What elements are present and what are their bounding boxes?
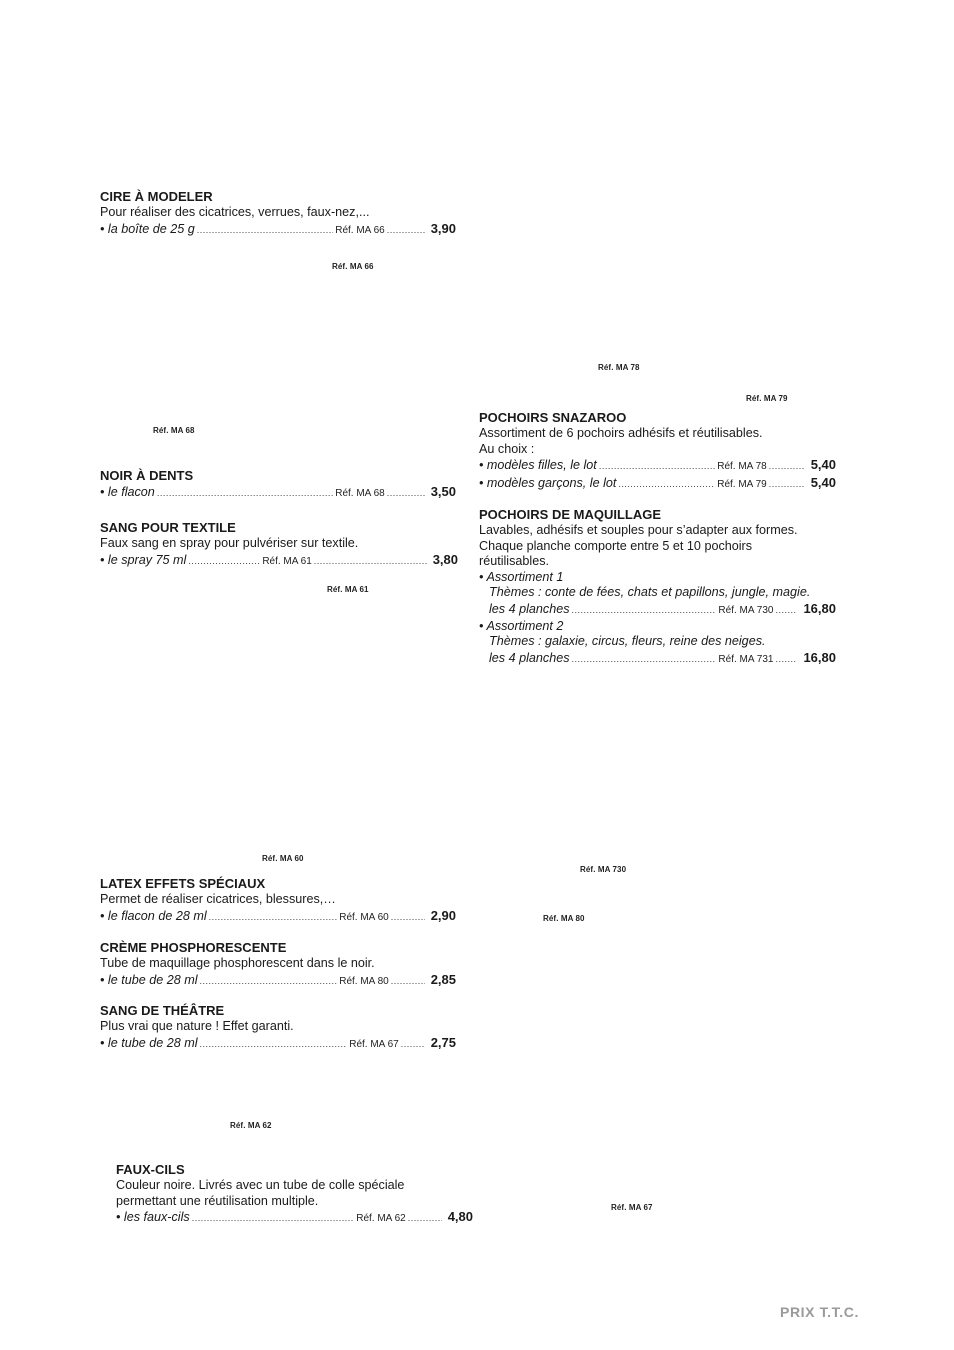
caption-ma78: Réf. MA 78 bbox=[598, 363, 640, 372]
assortment-title: • Assortiment 1 bbox=[479, 569, 564, 584]
product-title: SANG DE THÉÂTRE bbox=[100, 1003, 225, 1018]
leader-dots bbox=[200, 1037, 348, 1053]
item-price: 2,90 bbox=[430, 907, 456, 923]
leader-dots bbox=[775, 652, 797, 668]
leader-dots bbox=[387, 486, 425, 502]
price-line bbox=[116, 1209, 473, 1227]
leader-dots bbox=[572, 652, 717, 668]
item-ref: Réf. MA 68 bbox=[335, 488, 385, 499]
caption-ma79: Réf. MA 79 bbox=[746, 394, 788, 403]
price-line bbox=[100, 908, 456, 926]
item-label: • modèles garçons, le lot bbox=[479, 475, 617, 490]
assortment-title: • Assortiment 2 bbox=[479, 618, 564, 633]
price-line bbox=[100, 484, 456, 502]
leader-dots bbox=[769, 459, 805, 475]
item-ref: Réf. MA 61 bbox=[262, 555, 312, 567]
product-latex-effets-speciaux bbox=[100, 876, 456, 925]
product-description: Chaque planche comporte entre 5 et 10 pochoirs réutilisables. bbox=[479, 538, 753, 569]
item-label: • le flacon de 28 ml bbox=[100, 908, 207, 923]
product-description: Assortiment de 6 pochoirs adhésifs et réutilisables. bbox=[479, 426, 763, 440]
product-description: permettant une réutilisation multiple. bbox=[116, 1193, 319, 1208]
leader-dots bbox=[401, 1037, 425, 1053]
item-label: les 4 planches bbox=[489, 650, 570, 665]
item-ref: Réf. MA 67 bbox=[349, 1038, 399, 1050]
item-label: • le tube de 28 ml bbox=[100, 1035, 198, 1050]
caption-ma80: Réf. MA 80 bbox=[543, 914, 585, 923]
item-ref: Réf. MA 730 bbox=[718, 604, 774, 616]
item-price: 3,80 bbox=[432, 551, 458, 567]
price-line bbox=[100, 972, 456, 990]
leader-dots bbox=[387, 223, 425, 239]
item-price: 4,80 bbox=[447, 1209, 473, 1225]
leader-dots bbox=[200, 974, 338, 990]
product-title: NOIR À DENTS bbox=[100, 468, 194, 483]
item-price: 2,75 bbox=[430, 1034, 456, 1050]
product-title: POCHOIRS SNAZAROO bbox=[479, 410, 627, 425]
footer-prix-ttc: PRIX T.T.C. bbox=[780, 1304, 859, 1320]
leader-dots bbox=[209, 910, 338, 926]
item-label: • le tube de 28 ml bbox=[100, 972, 198, 987]
product-description: Lavables, adhésifs et souples pour s’adapter aux formes. bbox=[479, 523, 798, 537]
item-ref: Réf. MA 78 bbox=[717, 461, 767, 473]
item-ref: Réf. MA 731 bbox=[718, 653, 774, 665]
product-pochoirs-snazaroo bbox=[479, 410, 836, 492]
item-price: 2,85 bbox=[430, 971, 456, 987]
caption-ma62: Réf. MA 62 bbox=[230, 1121, 272, 1130]
item-price: 3,90 bbox=[430, 220, 456, 236]
leader-dots bbox=[391, 974, 425, 990]
assortment-themes: Thèmes : conte de fées, chats et papillons, jungle, magie. bbox=[489, 585, 811, 600]
product-description: Tube de maquillage phosphorescent dans le noir. bbox=[100, 956, 375, 970]
item-label: • modèles filles, le lot bbox=[479, 458, 597, 473]
item-price: 3,50 bbox=[430, 484, 456, 499]
leader-dots bbox=[769, 477, 805, 493]
product-title: SANG POUR TEXTILE bbox=[100, 520, 236, 535]
caption-ma68: Réf. MA 68 bbox=[153, 426, 195, 435]
product-sang-de-theatre bbox=[100, 1003, 456, 1052]
product-sang-pour-textile bbox=[100, 520, 458, 569]
leader-dots bbox=[188, 554, 260, 570]
price-line bbox=[100, 1035, 456, 1053]
leader-dots bbox=[775, 603, 797, 619]
item-ref: Réf. MA 62 bbox=[356, 1213, 406, 1225]
price-line bbox=[100, 221, 456, 239]
product-description: Au choix : bbox=[479, 441, 535, 456]
price-line bbox=[479, 475, 836, 493]
caption-ma60: Réf. MA 60 bbox=[262, 854, 304, 863]
item-label: • les faux-cils bbox=[116, 1210, 190, 1225]
price-line bbox=[100, 552, 458, 570]
product-faux-cils bbox=[116, 1162, 473, 1227]
price-line bbox=[479, 601, 836, 619]
product-noir-a-dents bbox=[100, 468, 456, 502]
leader-dots bbox=[391, 910, 425, 926]
item-ref: Réf. MA 80 bbox=[339, 975, 389, 987]
product-description: Faux sang en spray pour pulvériser sur textile. bbox=[100, 536, 359, 550]
product-title: CIRE À MODELER bbox=[100, 189, 213, 204]
product-creme-phosphorescente bbox=[100, 940, 456, 989]
product-cire-a-modeler bbox=[100, 189, 456, 238]
product-title: FAUX-CILS bbox=[116, 1162, 185, 1177]
product-description: Pour réaliser des cicatrices, verrues, faux-nez,... bbox=[100, 205, 370, 219]
leader-dots bbox=[157, 486, 333, 502]
product-description: Permet de réaliser cicatrices, blessures,… bbox=[100, 892, 336, 906]
item-ref: Réf. MA 79 bbox=[717, 478, 767, 490]
item-label: les 4 planches bbox=[489, 601, 570, 616]
leader-dots bbox=[572, 603, 717, 619]
product-title: CRÈME PHOSPHORESCENTE bbox=[100, 940, 287, 955]
caption-ma61: Réf. MA 61 bbox=[327, 585, 369, 594]
item-price: 5,40 bbox=[810, 457, 836, 473]
item-price: 16,80 bbox=[803, 649, 836, 665]
product-title: LATEX EFFETS SPÉCIAUX bbox=[100, 876, 266, 891]
item-label: • le flacon bbox=[100, 485, 155, 499]
product-description: Couleur noire. Livrés avec un tube de colle spéciale bbox=[116, 1178, 405, 1192]
item-label: • la boîte de 25 g bbox=[100, 221, 195, 236]
caption-ma66: Réf. MA 66 bbox=[332, 262, 374, 271]
caption-ma730: Réf. MA 730 bbox=[580, 865, 627, 874]
price-line bbox=[479, 650, 836, 668]
product-title: POCHOIRS DE MAQUILLAGE bbox=[479, 507, 662, 522]
product-pochoirs-de-maquillage bbox=[479, 507, 836, 667]
item-ref: Réf. MA 60 bbox=[339, 911, 389, 923]
leader-dots bbox=[197, 223, 333, 239]
leader-dots bbox=[314, 554, 427, 570]
item-price: 5,40 bbox=[810, 474, 836, 490]
leader-dots bbox=[408, 1211, 442, 1227]
leader-dots bbox=[599, 459, 715, 475]
price-line bbox=[479, 457, 836, 475]
product-description: Plus vrai que nature ! Effet garanti. bbox=[100, 1019, 294, 1033]
item-price: 16,80 bbox=[803, 600, 836, 616]
item-ref: Réf. MA 66 bbox=[335, 224, 385, 236]
assortment-themes: Thèmes : galaxie, circus, fleurs, reine des neiges. bbox=[489, 634, 766, 649]
leader-dots bbox=[192, 1211, 355, 1227]
item-label: • le spray 75 ml bbox=[100, 552, 187, 567]
leader-dots bbox=[618, 477, 715, 493]
caption-ma67: Réf. MA 67 bbox=[611, 1203, 653, 1212]
